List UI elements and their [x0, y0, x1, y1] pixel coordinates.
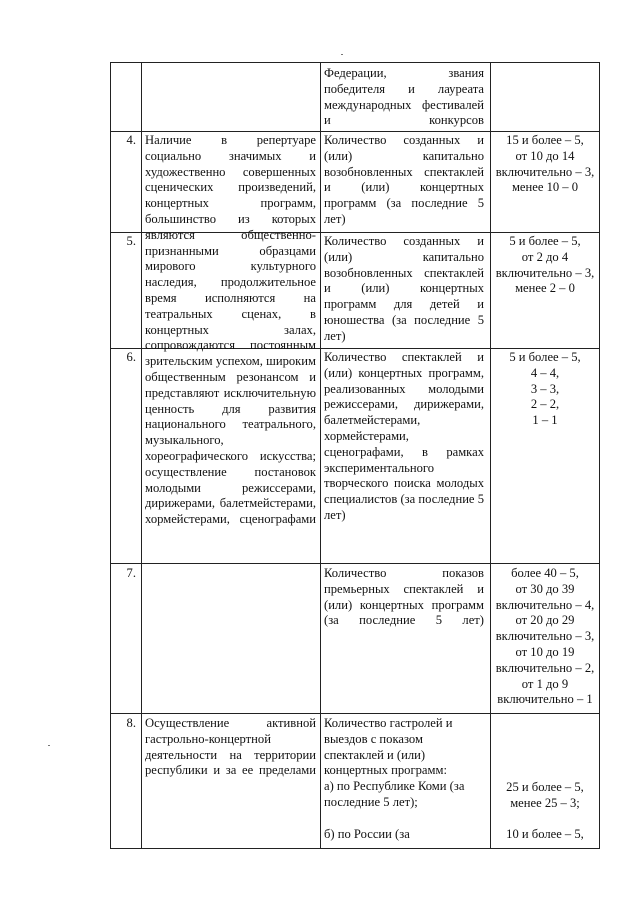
table-column-divider-2 [320, 62, 321, 849]
row-number: 6. [126, 350, 136, 364]
row-divider-5 [110, 713, 600, 714]
criterion-cell: Федерации, звания победителя и лауреата международных фестивалей и конкурсов [324, 66, 484, 128]
table-border-bottom [110, 848, 600, 849]
row-number: 5. [126, 234, 136, 248]
criterion-cell: Количество созданных и (или) капитально возобновленных спектаклей и (или) концертных программ (за последние 5 лет) [324, 133, 484, 226]
score-cell: 25 и более – 5, менее 25 – 3; 10 и более – 5, [506, 780, 584, 842]
row-divider-4 [110, 563, 600, 564]
table-column-divider-1 [141, 62, 142, 849]
criterion-cell: Количество созданных и (или) капитально возобновленных спектаклей и (или) концертных программ для детей и юношества (за последние 5 лет) [324, 234, 484, 343]
score-cell: 15 и более – 5, от 10 до 14 включительно – 3, менее 10 – 0 [495, 133, 595, 195]
criterion-cell: Количество гастролей и выездов с показом спектаклей и (или) концертных программ: а) по Республике Коми (за последние 5 лет); б) по России (за [324, 716, 465, 841]
score-cell: более 40 – 5, от 30 до 39 включительно – 4, от 20 до 29 включительно – 3, от 10 до 19 включительно – 2, от 1 до 9 включительно – 1 [495, 566, 595, 707]
table-border-right [599, 62, 600, 849]
scan-speck [48, 745, 50, 746]
row-number: 4. [126, 133, 136, 147]
score-cell: 5 и более – 5, от 2 до 4 включительно – 3, менее 2 – 0 [495, 234, 595, 296]
row-number: 8. [126, 716, 136, 730]
indicator-merged: Наличие в репертуаре социально значимых и художественно совершенных сценических произведений, концертных программ, большинство из которых являются общественно-признанными образцами мирового культурного наследия, продолжительное время исполняются на театральных сценах, в концертных залах, сопровождаются постоянным зрительским успехом, широким общественным резонансом и представляют исключительную ценность для развития национального театрального, музыкального, хореографического искусства; осуществление постановок молодыми режиссерами, дирижерами, балетмейстерами, хормейстерами, сценографами [145, 133, 316, 527]
row-number: 7. [126, 566, 136, 580]
table-column-divider-3 [490, 62, 491, 849]
table-border-top [110, 62, 600, 63]
row-divider-1 [110, 131, 600, 132]
score-cell: 5 и более – 5, 4 – 4, 3 – 3, 2 – 2, 1 – 1 [509, 350, 581, 428]
criterion-cell: Количество спектаклей и (или) концертных программ, реализованных молодыми режиссерами, дирижерами, балетмейстерами, хормейстерами, сценографами, в рамках экспериментального творческого поиска молодых специалистов (за последние 5 лет) [324, 350, 484, 522]
indicator-8: Осуществление активной гастрольно-концертной деятельности на территории республики и за ее пределами [145, 716, 316, 778]
table-border-left [110, 62, 111, 849]
scan-speck [341, 54, 343, 55]
criterion-cell: Количество показов премьерных спектаклей и (или) концертных программ (за последние 5 лет) [324, 566, 484, 628]
